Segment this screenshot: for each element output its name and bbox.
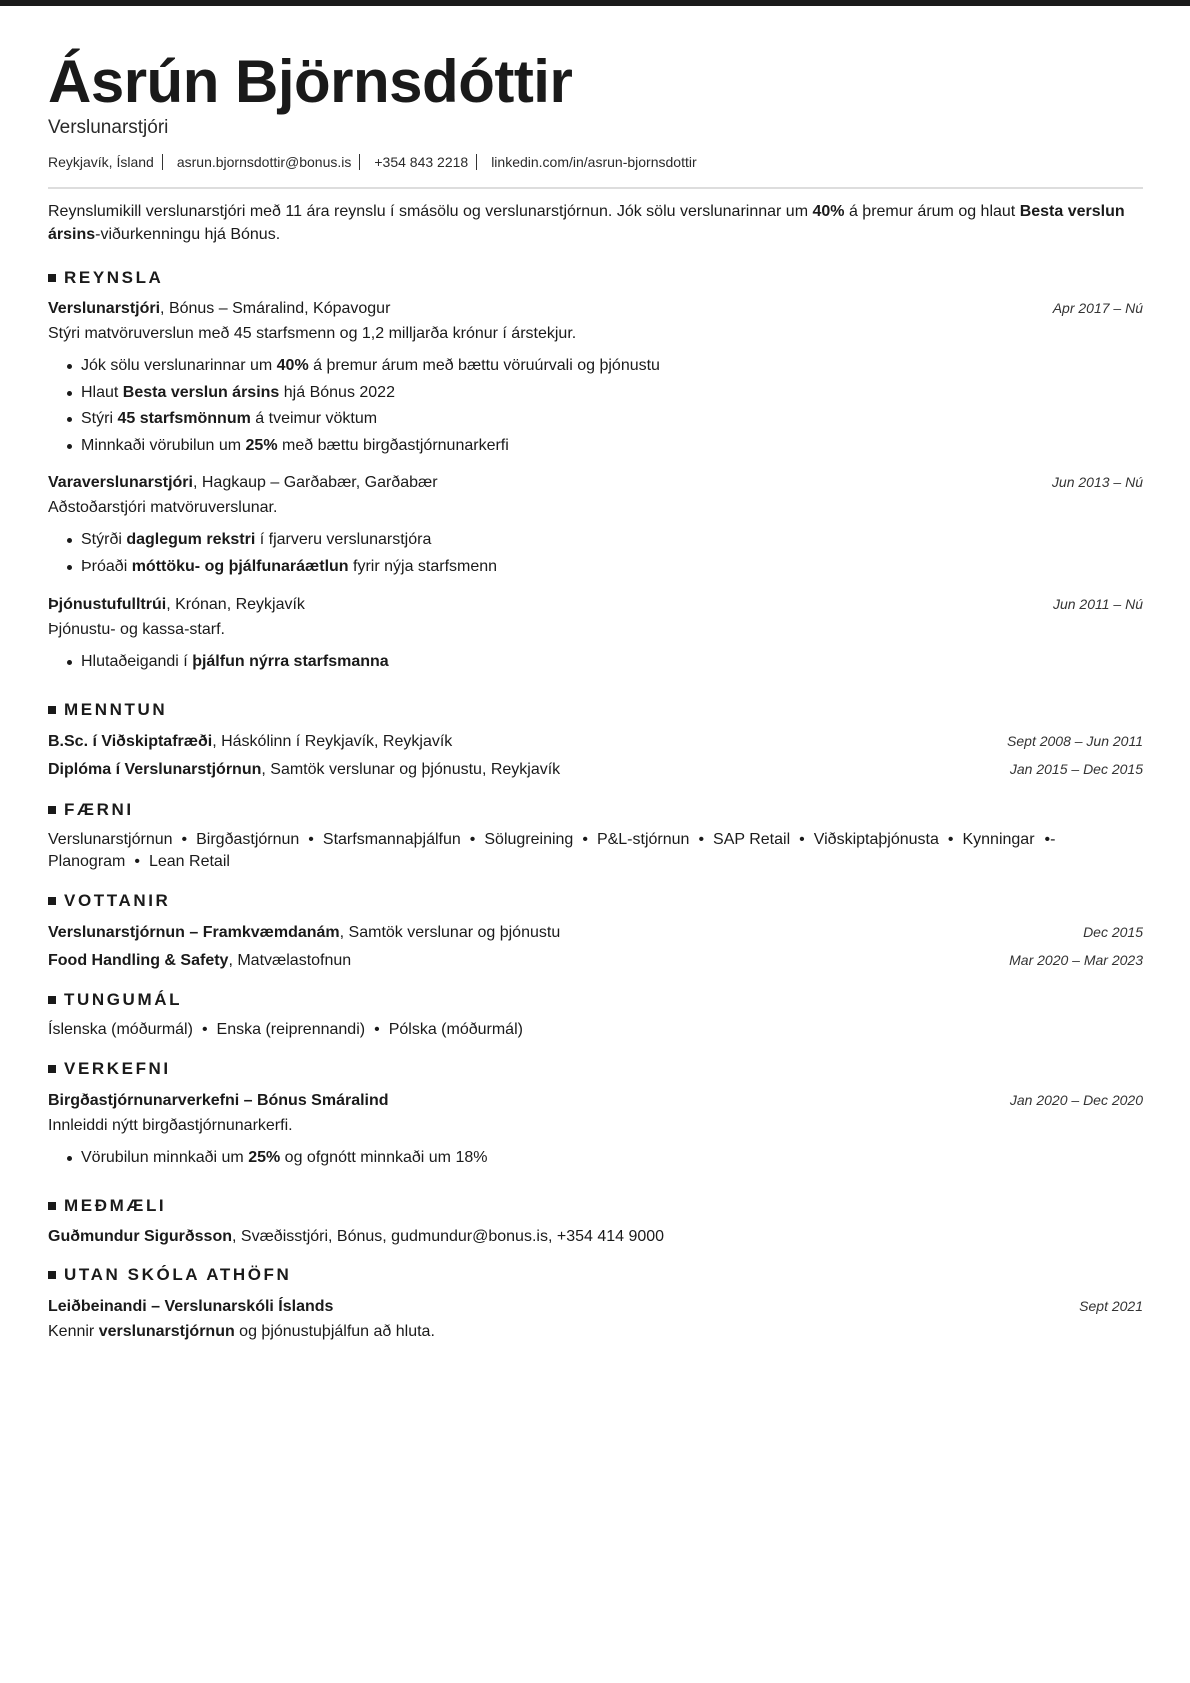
extracurricular-entry — [48, 1296, 1143, 1342]
school: , Samtök verslunar og þjónustu, Reykjavík — [261, 761, 561, 778]
section-title-skills — [48, 800, 134, 820]
square-bullet-icon — [48, 1065, 56, 1073]
section-title-text: UTAN SKÓLA ATHÖFN — [64, 1265, 292, 1284]
section-title-education — [48, 700, 167, 720]
square-bullet-icon — [48, 274, 56, 282]
section-title-extracurricular — [48, 1265, 291, 1285]
separator-dot: • — [308, 831, 314, 848]
employer: , Bónus – Smáralind, Kópavogur — [160, 300, 391, 317]
achievement-list — [48, 651, 1143, 672]
project-entry — [48, 1090, 1143, 1174]
separator-dot: • — [201, 1021, 208, 1038]
entry-heading — [48, 298, 390, 319]
top-accent-bar — [0, 0, 1190, 6]
skill-item: Verslunarstjórnun — [48, 831, 173, 848]
separator-dot: • — [698, 831, 705, 848]
entry-description: Þjónustu- og kassa-starf. — [48, 621, 225, 638]
candidate-role: Verslunarstjóri — [48, 117, 169, 138]
entry-heading — [48, 472, 438, 493]
certification-entry — [48, 950, 1143, 971]
separator-dot: • — [134, 853, 140, 870]
entry-heading — [48, 731, 452, 752]
activity-title: Leiðbeinandi – Verslunarskóli Íslands — [48, 1298, 334, 1315]
separator-dot: •- — [1044, 831, 1056, 848]
school: , Háskólinn í Reykjavík, Reykjavík — [212, 733, 453, 750]
skill-item: Viðskiptaþjónusta — [813, 831, 939, 848]
job-title: Varaverslunarstjóri — [48, 474, 193, 491]
job-title: Þjónustufulltrúi — [48, 596, 167, 613]
entry-date: Jun 2011 – Nú — [1052, 596, 1143, 612]
contact-divider — [476, 154, 477, 170]
summary-text: -viðurkenningu hjá Bónus. — [95, 226, 281, 243]
entry-description: Kennir verslunarstjórnun og þjónustuþjálfun að hluta. — [48, 1323, 435, 1340]
square-bullet-icon — [48, 996, 56, 1004]
entry-date: Apr 2017 – Nú — [1052, 300, 1143, 316]
section-title-text: MEÐMÆLI — [64, 1196, 167, 1215]
project-title: Birgðastjórnunarverkefni – Bónus Smáralind — [48, 1092, 389, 1109]
separator-dot: • — [469, 831, 476, 848]
achievement-item: Minnkaði vörubilun um 25% með bættu birgðastjórnunarkerfi — [81, 435, 1143, 456]
section-title-experience — [48, 268, 163, 288]
entry-heading — [48, 950, 351, 971]
degree: B.Sc. í Viðskiptafræði — [48, 733, 213, 750]
entry-date: Jun 2013 – Nú — [1051, 474, 1143, 490]
section-title-certifications — [48, 891, 170, 911]
degree: Diplóma í Verslunarstjórnun — [48, 761, 262, 778]
section-title-text: VOTTANIR — [64, 891, 171, 910]
education-entry — [48, 731, 1143, 752]
certification-name: Food Handling & Safety — [48, 952, 229, 969]
section-title-languages — [48, 990, 182, 1010]
achievement-list — [48, 355, 1143, 456]
contact-linkedin[interactable]: linkedin.com/in/asrun-bjornsdottir — [491, 154, 697, 170]
section-title-text: VERKEFNI — [64, 1059, 171, 1078]
experience-entry — [48, 298, 1143, 461]
achievement-item: Jók sölu verslunarinnar um 40% á þremur árum með bættu vöruúrvali og þjónustu — [81, 355, 1143, 376]
achievement-list — [48, 1147, 1143, 1168]
languages-list — [48, 1019, 1143, 1041]
entry-heading — [48, 922, 560, 943]
job-title: Verslunarstjóri — [48, 300, 161, 317]
skill-item: Starfsmannaþjálfun — [322, 831, 461, 848]
summary-text: Reynslumikill verslunarstjóri með 11 ára reynslu í smásölu og verslunarstjórnun. Jók sölu verslunarinnar um — [48, 203, 813, 220]
language-item: Pólska (móðurmál) — [388, 1021, 523, 1038]
contact-email[interactable]: asrun.bjornsdottir@bonus.is — [176, 154, 352, 170]
reference-entry — [48, 1226, 1143, 1247]
skill-item: Lean Retail — [148, 853, 230, 870]
achievement-list — [48, 529, 1143, 577]
skill-item: P&L-stjórnun — [596, 831, 690, 848]
skill-item: Sölugreining — [484, 831, 574, 848]
section-title-projects — [48, 1059, 171, 1079]
achievement-item: Þróaði móttöku- og þjálfunaráætlun fyrir nýja starfsmenn — [81, 556, 1143, 577]
separator-dot: • — [181, 831, 188, 848]
entry-date: Sept 2021 — [1079, 1298, 1143, 1314]
achievement-item: Stýri 45 starfsmönnum á tveimur vöktum — [81, 408, 1143, 429]
achievement-item: Vörubilun minnkaði um 25% og ofgnótt minnkaði um 18% — [81, 1147, 1143, 1168]
summary-highlight: 40% — [812, 203, 845, 220]
separator-dot: • — [374, 1021, 380, 1038]
entry-heading — [48, 594, 305, 615]
entry-date: Mar 2020 – Mar 2023 — [1009, 952, 1143, 968]
employer: , Krónan, Reykjavík — [166, 596, 305, 613]
square-bullet-icon — [48, 1271, 56, 1279]
contact-divider — [162, 154, 163, 170]
header-divider — [48, 187, 1143, 189]
employer: , Hagkaup – Garðabær, Garðabær — [192, 474, 438, 491]
achievement-item: Hlaut Besta verslun ársins hjá Bónus 2022 — [81, 382, 1143, 403]
square-bullet-icon — [48, 806, 56, 814]
skill-item: Kynningar — [962, 831, 1035, 848]
language-item: Íslenska (móðurmál) — [48, 1021, 193, 1038]
issuer: , Matvælastofnun — [228, 952, 352, 969]
contact-location: Reykjavík, Ísland — [48, 154, 154, 170]
separator-dot: • — [582, 831, 588, 848]
education-entry — [48, 759, 1143, 780]
summary-highlight: Besta verslun ársins — [48, 203, 1125, 243]
section-title-text: TUNGUMÁL — [64, 990, 183, 1009]
achievement-item: Stýrði daglegum rekstri í fjarveru verslunarstjóra — [81, 529, 1143, 550]
entry-heading — [48, 759, 560, 780]
certification-entry — [48, 922, 1143, 943]
entry-description: Stýri matvöruverslun með 45 starfsmenn og 1,2 milljarða krónur í árstekjur. — [48, 325, 577, 342]
square-bullet-icon — [48, 1202, 56, 1210]
contact-divider — [359, 154, 360, 170]
contact-phone[interactable]: +354 843 2218 — [374, 154, 469, 170]
entry-description: Aðstoðarstjóri matvöruverslunar. — [48, 499, 278, 516]
contact-line — [48, 153, 697, 171]
entry-description: Innleiddi nýtt birgðastjórnunarkerfi. — [48, 1117, 293, 1134]
experience-entry — [48, 594, 1143, 678]
entry-date: Jan 2020 – Dec 2020 — [1009, 1092, 1143, 1108]
skill-item: Planogram — [48, 853, 126, 870]
section-title-text: FÆRNI — [64, 800, 134, 819]
entry-date: Sept 2008 – Jun 2011 — [1007, 733, 1143, 749]
skills-list — [48, 829, 1143, 873]
section-title-text: REYNSLA — [64, 268, 164, 287]
certification-name: Verslunarstjórnun – Framkvæmdanám — [48, 924, 340, 941]
reference-name: Guðmundur Sigurðsson — [48, 1228, 232, 1245]
skill-item: Birgðastjórnun — [196, 831, 300, 848]
separator-dot: • — [799, 831, 805, 848]
skill-item: SAP Retail — [713, 831, 791, 848]
reference-details: , Svæðisstjóri, Bónus, gudmundur@bonus.is, +354 414 9000 — [232, 1228, 665, 1245]
candidate-name: Ásrún Björnsdóttir — [48, 48, 573, 115]
square-bullet-icon — [48, 897, 56, 905]
separator-dot: • — [947, 831, 954, 848]
language-item: Enska (reiprennandi) — [216, 1021, 366, 1038]
summary — [48, 200, 1143, 246]
entry-date: Jan 2015 – Dec 2015 — [1009, 761, 1143, 777]
square-bullet-icon — [48, 706, 56, 714]
section-title-references — [48, 1196, 166, 1216]
section-title-text: MENNTUN — [64, 700, 168, 719]
achievement-item: Hlutaðeigandi í þjálfun nýrra starfsmanna — [81, 651, 1143, 672]
entry-date: Dec 2015 — [1083, 924, 1143, 940]
summary-text: á þremur árum og hlaut — [844, 203, 1020, 220]
issuer: , Samtök verslunar og þjónustu — [339, 924, 561, 941]
experience-entry — [48, 472, 1143, 582]
